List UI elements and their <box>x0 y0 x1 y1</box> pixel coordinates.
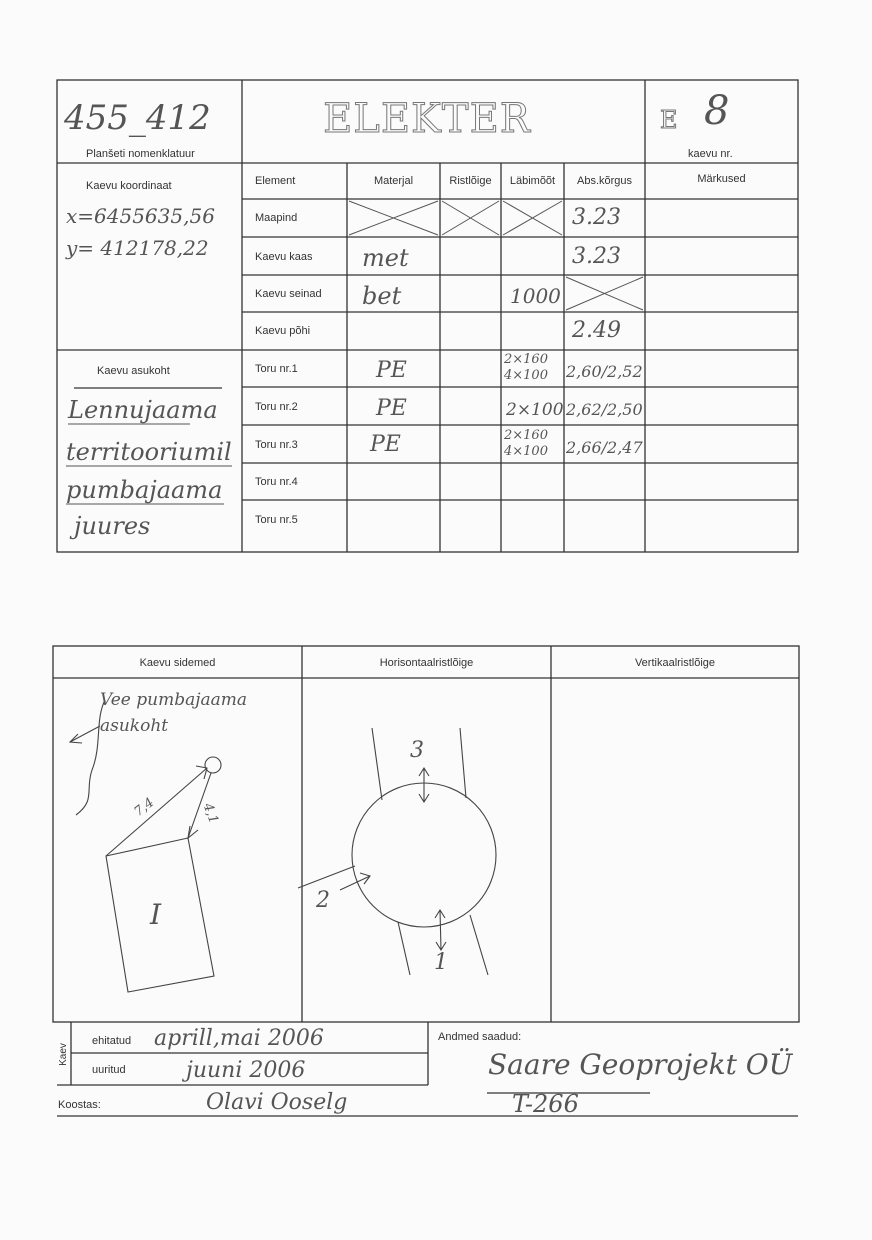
location-label: Kaevu asukoht <box>97 365 170 377</box>
row-element-kaas: Kaevu kaas <box>255 251 313 263</box>
labimoot-seinad: 1000 <box>510 284 561 308</box>
type-letter: E <box>660 106 678 134</box>
well-number: 8 <box>704 88 730 134</box>
row-element-pohi: Kaevu põhi <box>255 325 311 337</box>
abs-kaas: 3.23 <box>572 244 621 269</box>
header-materjal: Materjal <box>373 175 414 187</box>
distance-label: 4,1 <box>199 801 221 826</box>
pipe-label: 3 <box>410 738 424 763</box>
header-element: Element <box>255 175 296 187</box>
labimoot-toru1-b: 4×100 <box>504 368 548 383</box>
horizontal-section <box>298 728 496 975</box>
pipe-label: 1 <box>434 950 448 975</box>
footer-side-label: Kaev <box>57 1043 69 1066</box>
row-element-maapind: Maapind <box>255 212 298 224</box>
pipe-label: 2 <box>316 888 330 913</box>
materjal-toru2: PE <box>376 396 407 421</box>
location-line: pumbajaama <box>66 476 223 504</box>
row-element-toru2: Toru nr.2 <box>255 401 298 413</box>
surveyed-value: juuni 2006 <box>186 1058 306 1083</box>
location-line: territooriumil <box>66 438 232 466</box>
header-markused: Märkused <box>697 173 746 185</box>
materjal-kaas: met <box>362 244 409 272</box>
materjal-seinad: bet <box>362 282 402 310</box>
labimoot-toru1-a: 2×160 <box>504 352 548 367</box>
header-abs-korgus: Abs.kõrgus <box>576 175 633 187</box>
nomenclature-value: 455_412 <box>64 98 211 138</box>
sketch-note: Vee pumbajaama <box>100 690 248 710</box>
abs-toru1: 2,60/2,52 <box>566 362 643 381</box>
surveyed-label: uuritud <box>92 1064 126 1076</box>
built-label: ehitatud <box>92 1035 132 1047</box>
header-horisontaalristloige: Horisontaalristlõige <box>379 657 474 669</box>
row-element-toru3: Toru nr.3 <box>255 439 298 451</box>
compiled-label: Koostas: <box>58 1099 101 1111</box>
data-source-label: Andmed saadud: <box>438 1031 522 1043</box>
labimoot-toru3-b: 4×100 <box>504 444 548 459</box>
abs-toru3: 2,66/2,47 <box>566 438 643 457</box>
materjal-toru1: PE <box>376 358 407 383</box>
card-title: ELEKTER <box>323 96 531 142</box>
header-kaevu-sidemed: Kaevu sidemed <box>139 657 216 669</box>
row-element-seinad: Kaevu seinad <box>255 288 322 300</box>
labimoot-toru3-a: 2×160 <box>504 428 548 443</box>
y-coordinate: y= 412178,22 <box>66 236 209 260</box>
row-element-toru5: Toru nr.5 <box>255 514 298 526</box>
nomenclature-label: Planšeti nomenklatuur <box>86 148 195 160</box>
coords-label: Kaevu koordinaat <box>86 180 172 192</box>
distance-label: 7,4 <box>131 795 158 820</box>
built-value: aprill,mai 2006 <box>154 1026 324 1051</box>
project-code: T-266 <box>512 1090 579 1118</box>
row-element-toru1: Toru nr.1 <box>255 363 298 375</box>
header-vertikaalristloige: Vertikaalristlõige <box>634 657 716 669</box>
location-line: Lennujaama <box>68 396 218 424</box>
x-coordinate: x=6455635,56 <box>66 204 215 228</box>
header-labimoot: Läbimõõt <box>509 175 556 187</box>
header-ristloige: Ristlõige <box>449 175 492 187</box>
data-source-value: Saare Geoprojekt OÜ <box>488 1048 793 1081</box>
location-line: juures <box>74 512 151 540</box>
location-sketch <box>70 700 221 992</box>
sketch-note: asukoht <box>100 716 169 736</box>
materjal-toru3: PE <box>370 432 401 457</box>
abs-toru2: 2,62/2,50 <box>566 400 643 419</box>
well-number-label: kaevu nr. <box>688 148 733 160</box>
labimoot-toru2: 2×100 <box>506 400 564 420</box>
row-element-toru4: Toru nr.4 <box>255 476 298 488</box>
building-mark: I <box>150 898 162 931</box>
abs-pohi: 2.49 <box>572 318 621 343</box>
abs-maapind: 3.23 <box>572 205 621 230</box>
compiled-value: Olavi Ooselg <box>206 1090 348 1115</box>
